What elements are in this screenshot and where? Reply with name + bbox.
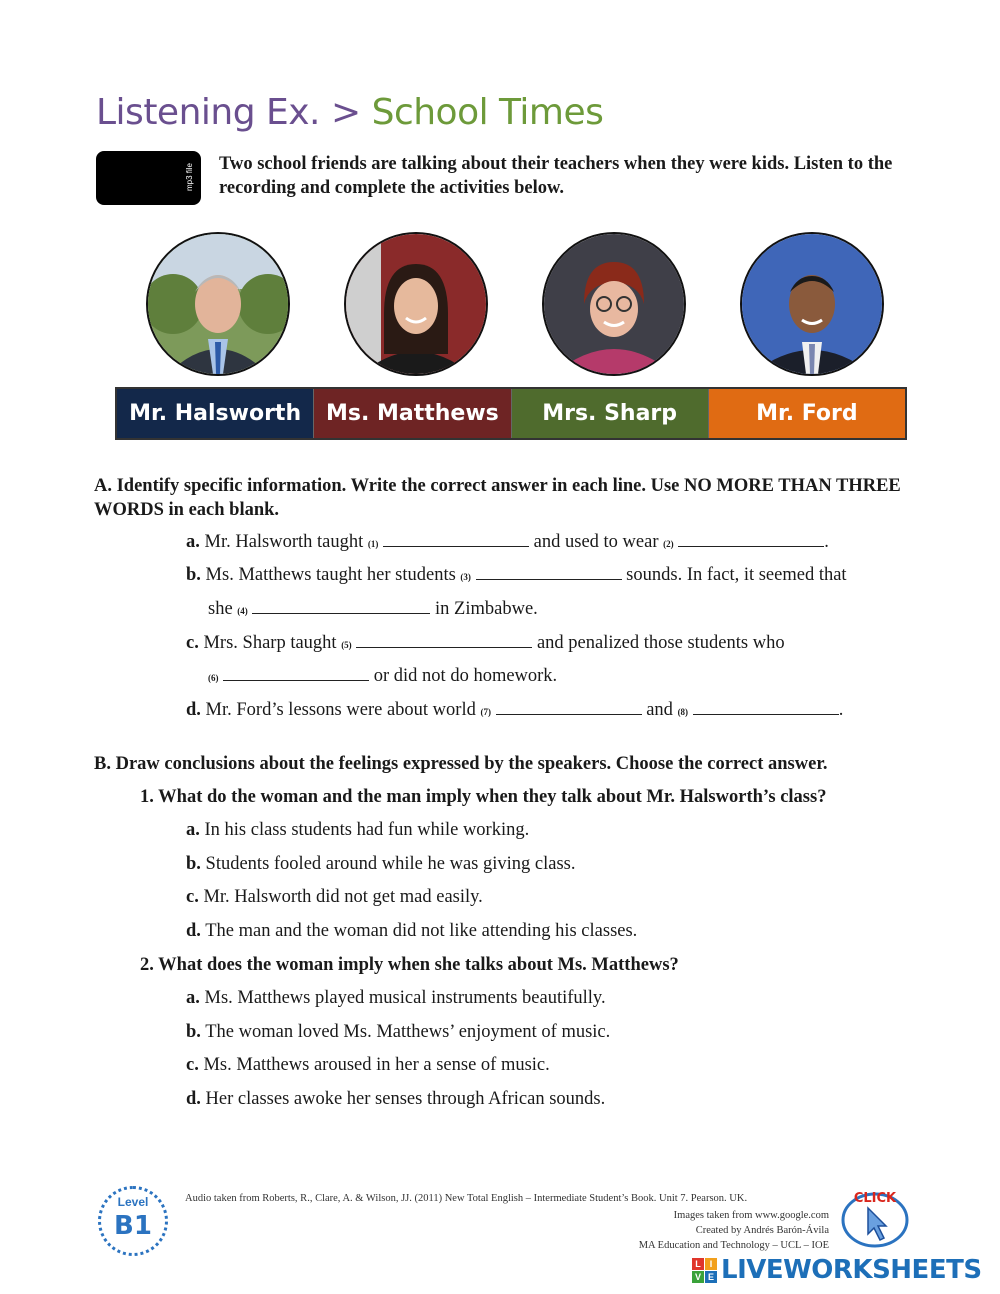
option-text: Students fooled around while he was giving class. [205,854,576,874]
audio-player[interactable] [96,151,201,205]
matthews-portrait [346,234,486,374]
q2-option-d[interactable] [186,1089,911,1110]
credit-audio: Audio taken from Roberts, R., Clare, A. & Wilson, JJ. (2011) New Total English – Intermediate Student’s Book. Unit 7. Pearson. UK. [185,1193,748,1204]
option-letter: a. [186,988,200,1008]
credits [639,1208,829,1253]
block-v: V [692,1271,704,1283]
title-part2: School Times [371,92,604,133]
letter-d: d. [186,700,201,720]
letter-a: a. [186,532,200,552]
title-separator: > [330,92,361,133]
name-sharp: Mrs. Sharp [512,389,709,438]
question-b-cont [208,599,933,620]
teacher-name-strip [115,387,907,440]
name-halsworth: Mr. Halsworth [117,389,314,438]
c-text3: or did not do homework. [373,666,558,686]
blank-7[interactable] [496,702,642,715]
question-c [186,633,911,654]
blank-number-7: (7) [480,707,491,717]
photo-sharp [542,232,686,376]
liveworksheets-logo [692,1255,982,1285]
photo-ford [740,232,884,376]
c-text1: Mrs. Sharp taught [203,633,337,653]
blank-5[interactable] [356,635,532,648]
blank-3[interactable] [476,567,622,580]
photo-matthews [344,232,488,376]
blank-number-3: (3) [460,572,471,582]
option-text: The woman loved Ms. Matthews’ enjoyment of music. [205,1022,611,1042]
blank-4[interactable] [252,601,430,614]
q2-option-a[interactable] [186,988,911,1009]
d-text2: and [646,700,673,720]
blank-6[interactable] [223,668,369,681]
level-badge [98,1186,168,1256]
question-b [186,565,911,586]
question-1: 1. What do the woman and the man imply when they talk about Mr. Halsworth’s class? [140,787,827,807]
brand-name: LIVEWORKSHEETS [721,1255,982,1285]
b-text2: sounds. In fact, it seemed that [626,565,847,585]
blank-number-2: (2) [663,539,674,549]
name-ford: Mr. Ford [709,389,905,438]
blank-number-8: (8) [677,707,689,717]
option-text: Ms. Matthews played musical instruments beautifully. [204,988,606,1008]
credit-author: Created by Andrés Barón-Ávila [695,1225,829,1236]
option-text: Her classes awoke her senses through African sounds. [205,1089,606,1109]
question-a [186,532,911,553]
credit-program: MA Education and Technology – UCL – IOE [638,1240,829,1251]
option-letter: b. [186,1022,201,1042]
page-title [96,92,603,133]
question-d [186,700,911,721]
title-part1: Listening Ex. [96,92,321,133]
name-matthews: Ms. Matthews [314,389,511,438]
option-text: The man and the woman did not like attending his classes. [205,921,638,941]
option-letter: c. [186,887,199,907]
blank-1[interactable] [383,534,529,547]
a-text2: and used to wear [533,532,659,552]
block-e: E [705,1271,717,1283]
photo-halsworth [146,232,290,376]
click-logo-text: CLICK [853,1191,897,1206]
blank-number-5: (5) [341,640,352,650]
option-letter: d. [186,1089,201,1109]
blank-number-1: (1) [367,539,379,549]
a-text1: Mr. Halsworth taught [204,532,364,552]
player-label: mp3 file [185,163,194,192]
letter-b: b. [186,565,201,585]
sharp-portrait [544,234,684,374]
option-letter: a. [186,820,200,840]
credit-images: Images taken from www.google.com [673,1210,829,1221]
option-text: Ms. Matthews aroused in her a sense of music. [203,1055,550,1075]
d-end: . [838,700,844,720]
section-a-heading: A. Identify specific information. Write the correct answer in each line. Use NO MORE THAN THREE WORDS in each blank. [94,476,901,520]
intro-text: Two school friends are talking about their teachers when they were kids. Listen to the recording and complete the activities below. [219,154,893,198]
option-letter: b. [186,854,201,874]
blank-number-4: (4) [237,606,248,616]
block-l: L [692,1258,704,1270]
option-letter: d. [186,921,201,941]
block-i: I [705,1258,717,1270]
option-text: Mr. Halsworth did not get mad easily. [203,887,483,907]
ford-portrait [742,234,882,374]
q2-option-b[interactable] [186,1022,911,1043]
q1-option-a[interactable] [186,820,911,841]
q1-option-d[interactable] [186,921,911,942]
click-logo [840,1186,910,1248]
section-b-heading: B. Draw conclusions about the feelings expressed by the speakers. Choose the correct answer. [94,754,828,774]
cursor-icon [868,1208,886,1240]
option-letter: c. [186,1055,199,1075]
d-text1: Mr. Ford’s lessons were about world [205,700,476,720]
a-end: . [824,532,829,552]
b-text3: she [208,599,233,619]
b-text4: in Zimbabwe. [435,599,538,619]
option-text: In his class students had fun while working. [204,820,530,840]
level-label: Level [117,1195,149,1209]
live-blocks [692,1258,717,1283]
blank-2[interactable] [678,534,824,547]
q2-option-c[interactable] [186,1055,911,1076]
question-2: 2. What does the woman imply when she talks about Ms. Matthews? [140,955,679,975]
c-text2: and penalized those students who [536,633,785,653]
question-c-cont [208,666,933,687]
b-text1: Ms. Matthews taught her students [205,565,456,585]
q1-option-c[interactable] [186,887,911,908]
blank-number-6: (6) [208,673,219,683]
halsworth-portrait [148,234,288,374]
level-value: B1 [114,1211,152,1241]
q1-option-b[interactable] [186,854,911,875]
letter-c: c. [186,633,199,653]
blank-8[interactable] [693,702,839,715]
